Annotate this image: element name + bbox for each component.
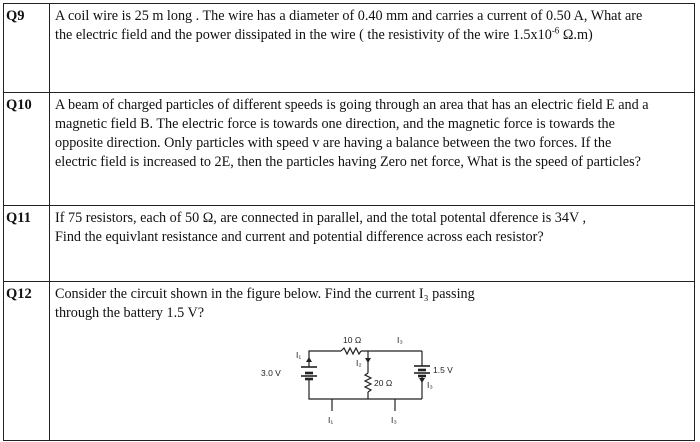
question-sheet	[3, 3, 695, 439]
question-line: A beam of charged particles of different speeds is going through an area that has an electric field E and a	[55, 97, 649, 113]
question-text	[50, 93, 695, 206]
question-line: Find the equivlant resistance and current and potential difference across each resistor?	[55, 229, 544, 245]
question-line-part: Ω.m)	[559, 27, 593, 43]
battery-left-label: 3.0 V	[261, 368, 281, 378]
current-right-label: I₃	[427, 380, 433, 390]
current-bottom-left-label: I₁	[328, 415, 334, 425]
circuit-diagram	[259, 331, 459, 427]
question-row-q10	[4, 93, 695, 206]
battery-right-label: 1.5 V	[433, 365, 453, 375]
battery-left	[301, 367, 317, 379]
exponent: -6	[551, 25, 560, 36]
arrow-right-down	[419, 378, 425, 383]
question-row-q11	[4, 206, 695, 282]
question-row-q12	[4, 282, 695, 441]
question-row-q9	[4, 4, 695, 93]
current-bottom-right-label: I₃	[391, 415, 397, 425]
question-text	[50, 4, 695, 93]
current-arrows	[306, 357, 425, 383]
arrow-left-up	[306, 357, 312, 362]
resistor-middle-label: 20 Ω	[374, 378, 393, 388]
question-line: electric field is increased to 2E, then the particles having Zero net force, What is the speed of particles?	[55, 154, 641, 170]
questions-table	[3, 3, 695, 441]
question-text	[50, 282, 695, 441]
battery-right	[414, 366, 430, 376]
resistor-top-label: 10 Ω	[343, 335, 362, 345]
wire-top-left	[309, 351, 341, 367]
question-line: through the battery 1.5 V?	[55, 305, 205, 321]
arrow-middle-down	[365, 358, 371, 363]
question-line: Consider the circuit shown in the figure below. Find the current I₃ passing	[55, 286, 475, 302]
question-number: Q10	[4, 93, 50, 206]
question-line: opposite direction. Only particles with speed v are having a balance between the two forces. If the	[55, 135, 612, 151]
question-line	[55, 26, 694, 45]
resistor-middle	[365, 373, 371, 392]
current-left-label: I₁	[296, 350, 302, 360]
question-number: Q12	[4, 282, 50, 441]
resistor-top	[341, 348, 361, 354]
question-number: Q11	[4, 206, 50, 282]
current-top-right-label: I₃	[397, 335, 403, 345]
question-line: If 75 resistors, each of 50 Ω, are connected in parallel, and the total potental dference is 34V ,	[55, 210, 587, 226]
question-line: A coil wire is 25 m long . The wire has a diameter of 0.40 mm and carries a current of 0.50 A, What are	[55, 8, 643, 24]
question-line-part: the electric field and the power dissipated in the wire ( the resistivity of the wire 1.5x10	[55, 27, 552, 43]
current-middle-label: I₂	[356, 358, 362, 368]
wire-bottom	[309, 379, 422, 399]
question-number: Q9	[4, 4, 50, 93]
question-line: magnetic field B. The electric force is towards one direction, and the magnetic force is towards the	[55, 116, 615, 132]
question-text	[50, 206, 695, 282]
